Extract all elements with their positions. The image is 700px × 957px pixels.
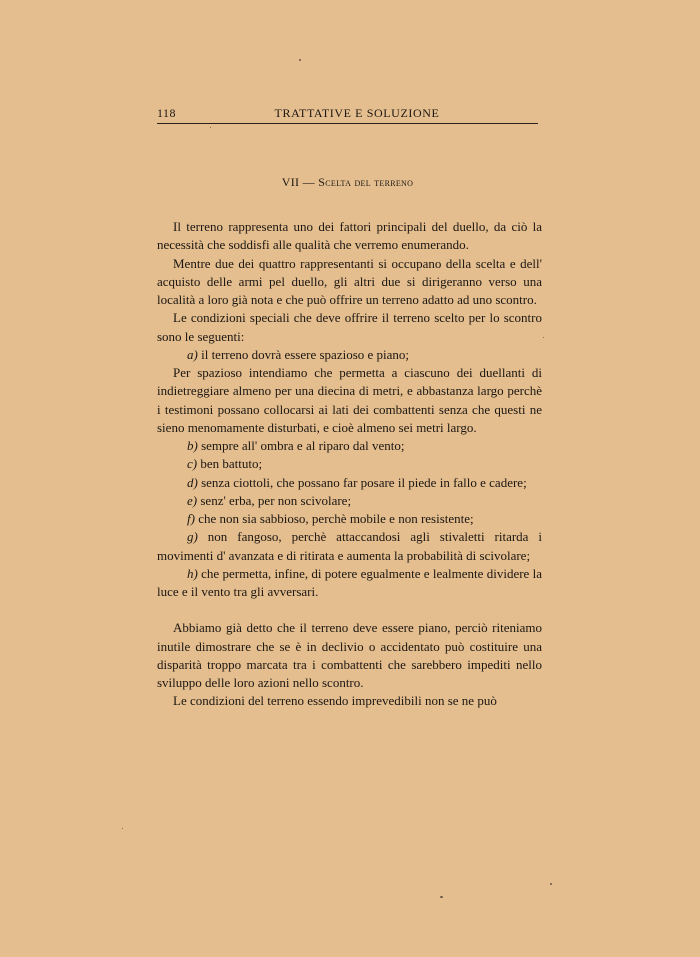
paragraph-text: ben battuto; <box>197 456 263 472</box>
paragraph-text: senz' erba, per non scivolare; <box>197 492 352 508</box>
list-item <box>157 346 542 364</box>
list-item <box>157 528 542 565</box>
paragraph-text: Mentre due dei quattro rappresentanti si occupano della scelta e dell' acquisto delle armi pel duello, gli altri due si dirigeranno verso una località a loro già nota e che può offrire un terreno adatto ad uno scontro. <box>157 255 542 307</box>
paragraph-text: Le condizioni del terreno essendo imprevedibili non se ne può <box>173 693 497 709</box>
paragraph-text: Per spazioso intendiamo che permetta a ciascuno dei duellanti di indietreggiare almeno per una diecina di metri, e abbastanza largo perchè i testimoni possano collocarsi ai lati dei combattenti senza che questi ne sieno menomamente disturbati, e cioè almeno sei metri largo. <box>157 365 542 435</box>
page-number: 118 <box>157 106 177 120</box>
list-item-label: e) <box>187 492 198 508</box>
paragraph-text: sempre all' ombra e al riparo dal vento; <box>197 438 405 453</box>
list-item <box>157 492 542 510</box>
paragraph <box>157 218 542 255</box>
list-item-label: f) <box>187 511 195 526</box>
list-item <box>157 455 542 473</box>
paragraph-text: che non sia sabbioso, perchè mobile e non resistente; <box>194 511 474 526</box>
list-item-label: b) <box>187 438 198 453</box>
scan-speck <box>543 337 544 338</box>
list-item-label: a) <box>187 346 198 362</box>
running-title: TRATTATIVE E SOLUZIONE <box>274 106 440 120</box>
paragraph <box>157 255 542 310</box>
paragraph-text: non fangoso, perchè attaccandosi agli stivaletti ritarda i movimenti d' avanzata e di ritirata e aumenta la probabilità di scivolare; <box>157 529 542 563</box>
list-item-label: g) <box>187 529 198 545</box>
running-header <box>157 104 537 122</box>
body-text <box>157 218 542 711</box>
section-title: Scelta del terreno <box>318 175 414 189</box>
list-item <box>157 510 542 528</box>
scan-speck <box>122 828 123 829</box>
list-item <box>157 565 542 602</box>
scan-speck <box>440 896 443 898</box>
scan-speck <box>299 59 301 61</box>
section-heading <box>157 173 538 191</box>
paragraph-text: il terreno dovrà essere spazioso e piano; <box>197 346 410 362</box>
list-item-label: d) <box>187 474 198 490</box>
list-item <box>157 474 542 492</box>
scan-speck <box>550 883 552 885</box>
section-number: VII — <box>281 175 315 189</box>
paragraph <box>157 364 542 437</box>
paragraph-text: Il terreno rappresenta uno dei fattori principali del duello, da ciò la necessità che soddisfi alle qualità che verremo enumerando. <box>157 219 542 253</box>
scan-speck <box>210 127 211 128</box>
paragraph <box>157 619 542 692</box>
paragraph <box>157 692 542 710</box>
list-item <box>157 437 542 455</box>
paragraph-text: Abbiamo già detto che il terreno deve essere piano, perciò riteniamo inutile dimostrare che se è in declivio o accidentato può costituire una disparità troppo marcata tra i combattenti che sarebbero impediti nello sviluppo delle loro azioni nello scontro. <box>157 620 542 690</box>
paragraph <box>157 309 542 346</box>
paragraph-text: senza ciottoli, che possano far posare il piede in fallo e cadere; <box>197 474 527 490</box>
list-item-label: h) <box>187 565 198 581</box>
list-item-label: c) <box>187 456 198 472</box>
paragraph-text: Le condizioni speciali che deve offrire il terreno scelto per lo scontro sono le seguenti: <box>157 310 542 344</box>
header-rule <box>157 123 538 124</box>
paragraph-text: che permetta, infine, di potere egualmente e lealmente dividere la luce e il vento tra gli avversari. <box>157 565 542 599</box>
